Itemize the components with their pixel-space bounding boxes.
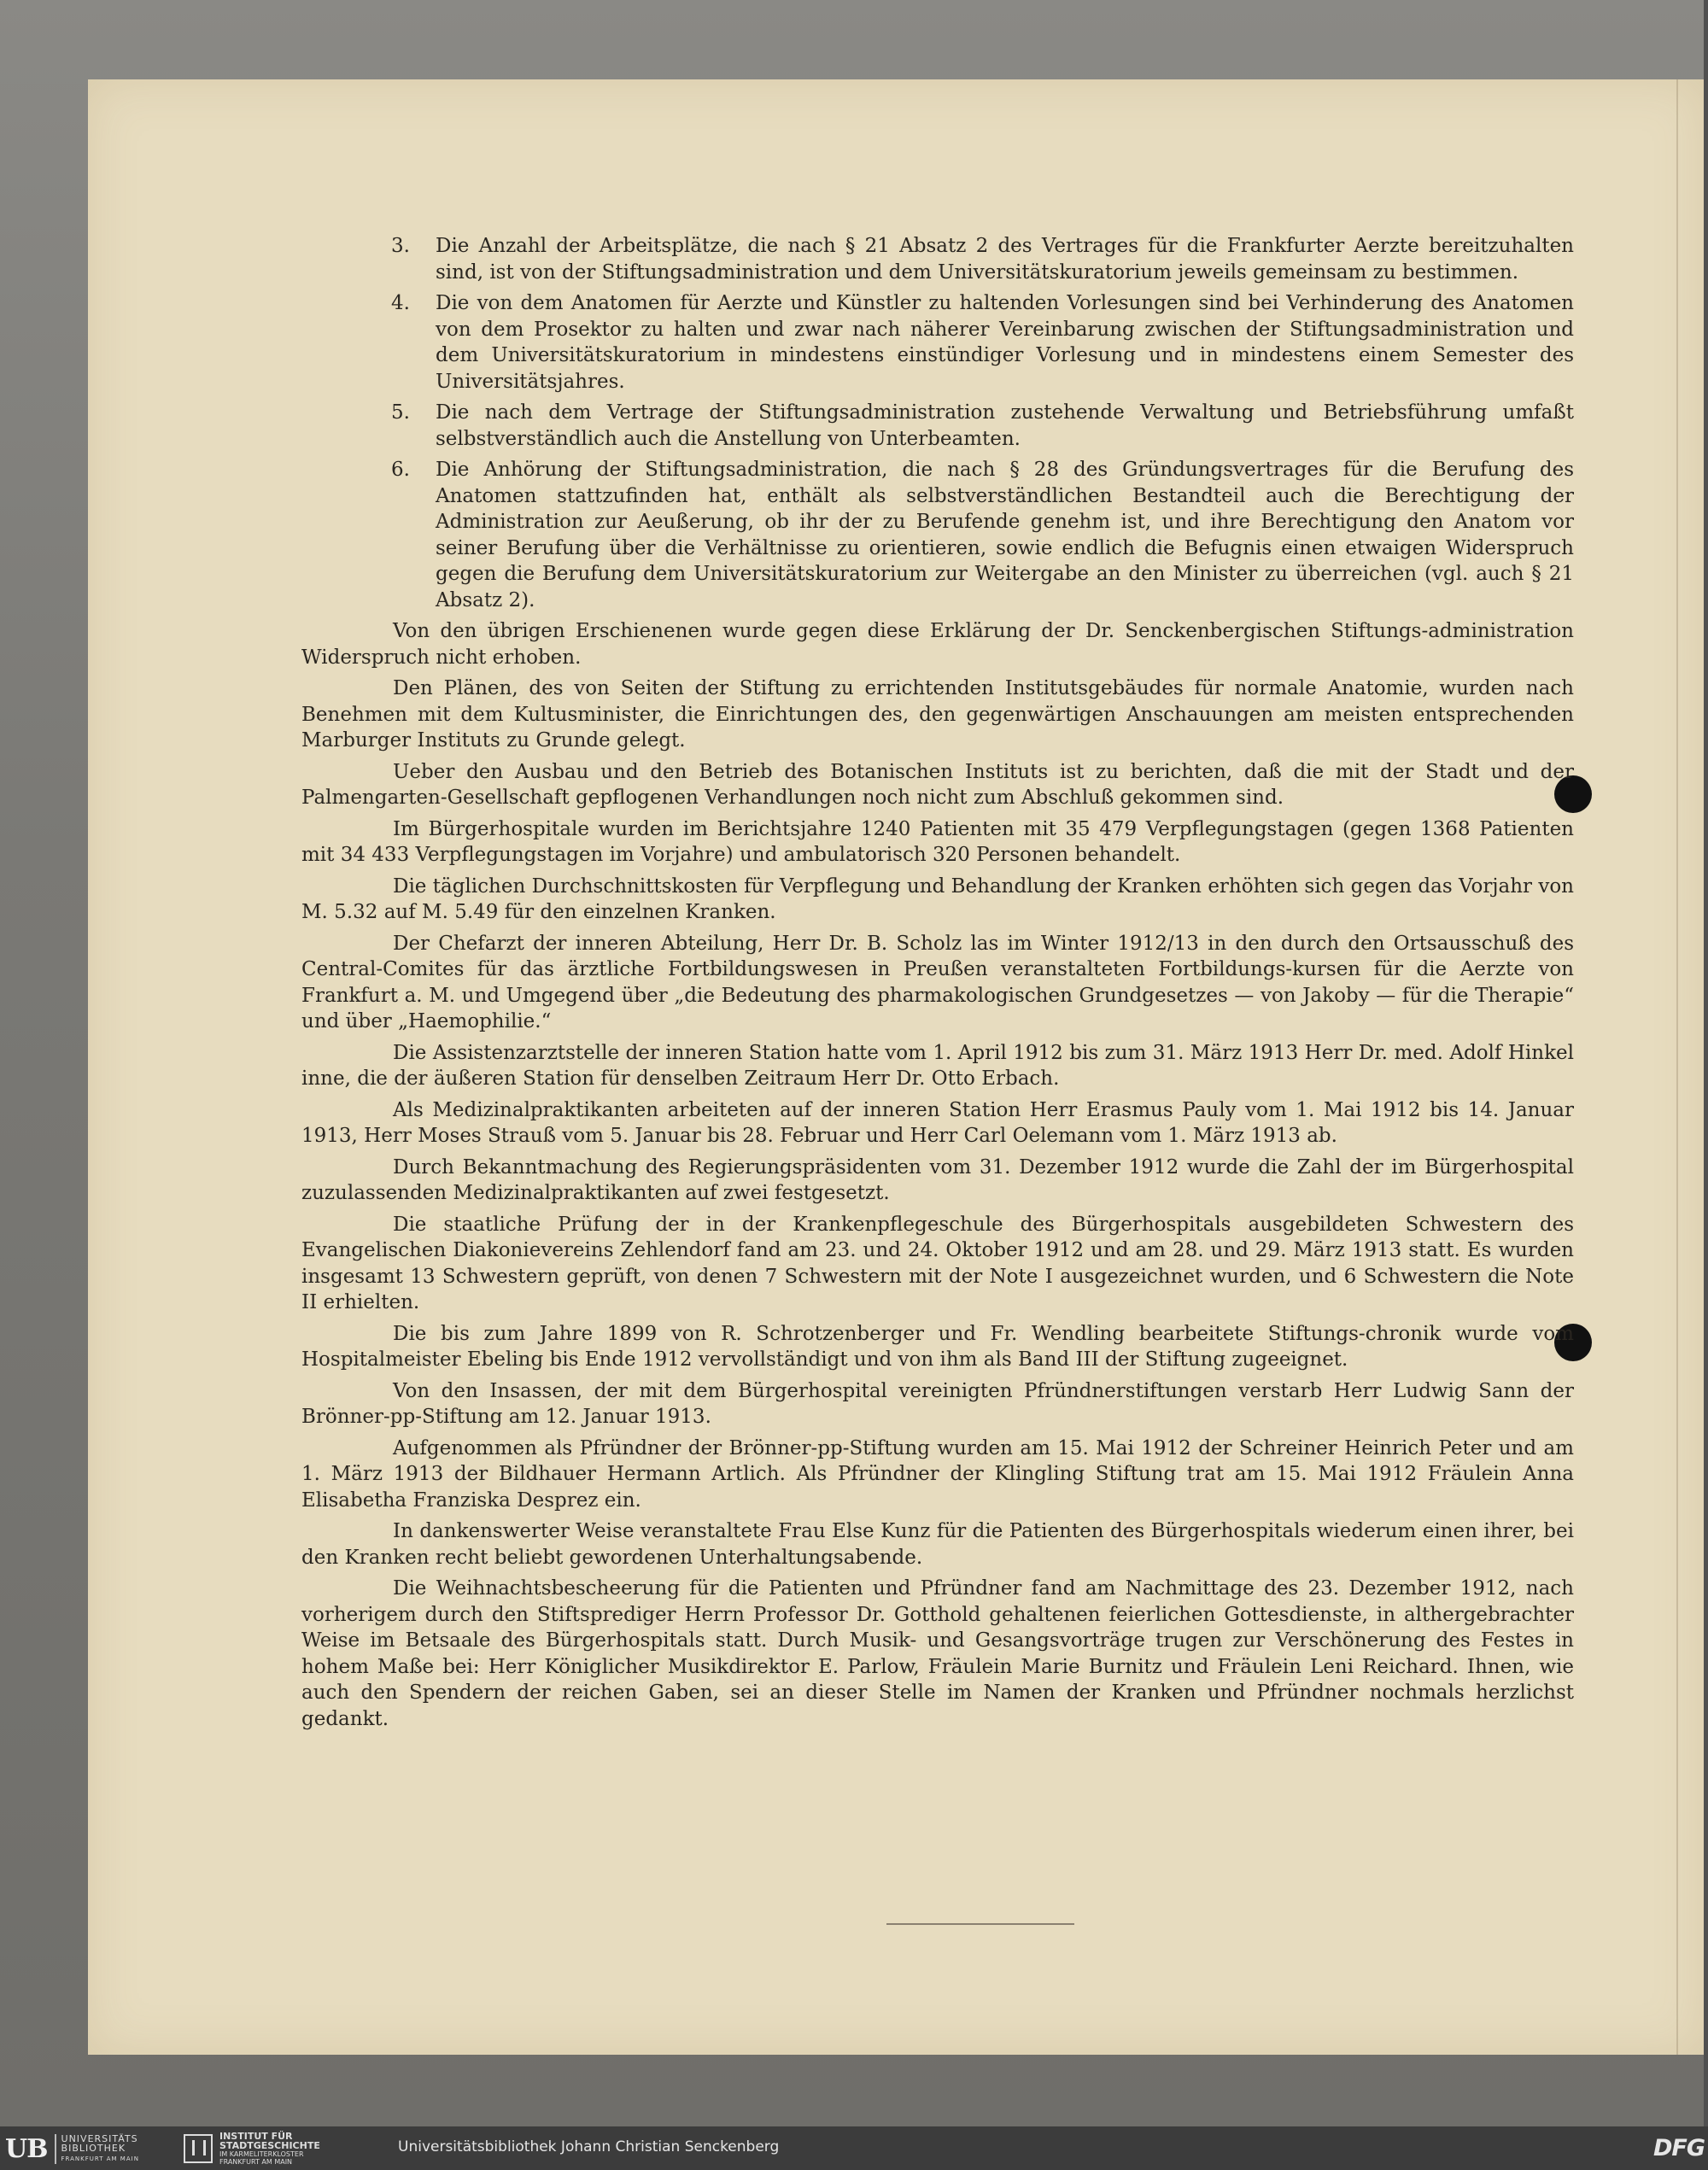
ub-logo-line: BIBLIOTHEK bbox=[61, 2142, 126, 2154]
paragraph: Die täglichen Durchschnittskosten für Verpflegung und Behandlung der Kranken erhöhten sich gegen das Vorjahr von M. 5.32 auf M. 5.49 für den einzelnen Kranken. bbox=[301, 874, 1574, 923]
list-item-text: Die Anhörung der Stiftungsadministration, die nach § 28 des Gründungsvertrages für die Berufung des Anatomen stattzufinden hat, enthält als selbstverständlichen Bestandteil auch die Berechtigung der Administration zur Aeußerung, ob ihr der zu Berufende genehm ist, und ihre Berechtigung den Anatom vor seiner Berufung über die Verhältnisse zu orientieren, sowie endlich die Befugnis einen etwaigen Widerspruch gegen die Berufung dem Universitätskuratorium zur Weitergabe an den Minister zu überreichen (vgl. auch § 21 Absatz 2). bbox=[436, 459, 1574, 611]
institute-logo-icon bbox=[184, 2134, 213, 2163]
scan-edge bbox=[1704, 0, 1708, 2126]
institute-logo-subtext bbox=[219, 2150, 320, 2166]
institute-logo-subline: FRANKFURT AM MAIN bbox=[219, 2158, 293, 2166]
institute-logo[interactable] bbox=[184, 2133, 320, 2164]
list-item bbox=[301, 290, 1574, 395]
ub-logo-text bbox=[55, 2134, 139, 2164]
institute-logo-subline: IM KARMELITERKLOSTER bbox=[219, 2150, 304, 2158]
paragraph: Von den übrigen Erschienenen wurde gegen diese Erklärung der Dr. Senckenbergischen Stiftungs-administration Widerspruch nicht erhoben. bbox=[301, 620, 1574, 669]
list-item-text: Die Anzahl der Arbeitsplätze, die nach § 21 Absatz 2 des Vertrages für die Frankfurter Aerzte bereitzuhalten sind, ist von der Stiftungsadministration und dem Universitätskuratorium jeweils gemeinsam zu bestimmen. bbox=[436, 235, 1574, 284]
paragraph: Die Weihnachtsbescheerung für die Patienten und Pfründner fand am Nachmittage des 23. Dezember 1912, nach vorherigem durch den Stiftsprediger Herrn Professor Dr. Gotthold gehaltenen feierlichen Gottesdienste, in althergebrachter Weise im Betsaale des Bürgerhospitals statt. Durch Musik- und Gesangsvorträge trugen zur Verschönerung des Festes in hohem Maße bei: Herr Königlicher Musikdirektor E. Parlow, Fräulein Marie Burnitz und Fräulein Leni Reichard. Ihnen, wie auch den Spendern der reichen Gaben, sei an dieser Stelle im Namen der Kranken und Pfründner nochmals herzlichst gedankt. bbox=[301, 1577, 1574, 1730]
paragraph: Den Plänen, des von Seiten der Stiftung zu errichtenden Institutsgebäudes für normale Anatomie, wurden nach Benehmen mit dem Kultusminister, die Einrichtungen des, den gegenwärtigen Anschauungen am meisten entsprechenden Marburger Instituts zu Grunde gelegt. bbox=[301, 677, 1574, 752]
paragraph: Ueber den Ausbau und den Betrieb des Botanischen Instituts ist zu berichten, daß die mit der Stadt und der Palmengarten-Gesellschaft gepflogenen Verhandlungen noch nicht zum Abschluß gekommen sind. bbox=[301, 760, 1574, 809]
paragraph: Die bis zum Jahre 1899 von R. Schrotzenberger und Fr. Wendling bearbeitete Stiftungs-chronik wurde vom Hospitalmeister Ebeling bis Ende 1912 vervollständigt und von ihm als Band III der Stiftung zugeeignet. bbox=[301, 1322, 1574, 1371]
paragraph: Die staatliche Prüfung der in der Krankenpflegeschule des Bürgerhospitals ausgebildeten Schwestern des Evangelischen Diakonievereins Zehlendorf fand am 23. und 24. Oktober 1912 und am 28. und 29. März 1913 statt. Es wurden insgesamt 13 Schwestern geprüft, von denen 7 Schwestern mit der Note I ausgezeichnet wurden, und 6 Schwestern die Note II erhielten. bbox=[301, 1213, 1574, 1313]
paragraph: In dankenswerter Weise veranstaltete Frau Else Kunz für die Patienten des Bürgerhospitals wiederum einen ihrer, bei den Kranken recht beliebt gewordenen Unterhaltungsabende. bbox=[301, 1520, 1574, 1569]
list-item-number: 6. bbox=[391, 459, 410, 481]
list-item-text: Die nach dem Vertrage der Stiftungsadministration zustehende Verwaltung und Betriebsführung umfaßt selbstverständlich auch die Anstellung von Unterbeamten. bbox=[436, 401, 1574, 450]
paragraph: Der Chefarzt der inneren Abteilung, Herr Dr. B. Scholz las im Winter 1912/13 in den durch den Ortsausschuß des Central-Comites für das ärztliche Fortbildungswesen in Preußen veranstalteten Fortbildungs-kursen für die Aerzte von Frankfurt a. M. und Umgegend über „die Bedeutung des pharmakologischen Grundgesetzes — von Jakoby — für die Therapie“ und über „Haemophilie.“ bbox=[301, 932, 1574, 1032]
paragraph: Aufgenommen als Pfründner der Brönner-pp-Stiftung wurden am 15. Mai 1912 der Schreiner Heinrich Peter und am 1. März 1913 der Bildhauer Hermann Artlich. Als Pfründner der Klingling Stiftung trat am 15. Mai 1912 Fräulein Anna Elisabetha Franziska Desprez ein. bbox=[301, 1436, 1574, 1512]
ub-logo-mark: UB bbox=[5, 2133, 48, 2164]
end-rule bbox=[886, 1923, 1074, 1925]
list-item-number: 5. bbox=[391, 401, 410, 424]
dfg-logo[interactable]: DFG bbox=[1653, 2135, 1705, 2161]
viewer-footer bbox=[0, 2126, 1708, 2170]
list-item-number: 3. bbox=[391, 235, 410, 257]
list-item bbox=[301, 457, 1574, 613]
ub-logo-line: UNIVERSITÄTS bbox=[61, 2132, 138, 2144]
document-text bbox=[301, 233, 1574, 1737]
page-fold bbox=[1676, 79, 1678, 2055]
paragraph: Als Medizinalpraktikanten arbeiteten auf der inneren Station Herr Erasmus Pauly vom 1. Mai 1912 bis 14. Januar 1913, Herr Moses Strauß vom 5. Januar bis 28. Februar und Herr Carl Oelemann vom 1. März 1913 ab. bbox=[301, 1098, 1574, 1147]
list-item-text: Die von dem Anatomen für Aerzte und Künstler zu haltenden Vorlesungen sind bei Verhinderung des Anatomen von dem Prosektor zu halten und zwar nach näherer Vereinbarung zwischen der Stiftungsadministration und dem Universitätskuratorium in mindestens einstündiger Vorlesung und in mindestens einem Semester des Universitätsjahres. bbox=[436, 292, 1574, 393]
list-item-number: 4. bbox=[391, 292, 410, 314]
list-item bbox=[301, 400, 1574, 452]
institute-logo-text bbox=[219, 2132, 320, 2166]
paragraph: Von den Insassen, der mit dem Bürgerhospital vereinigten Pfründnerstiftungen verstarb Herr Ludwig Sann der Brönner-pp-Stiftung am 12. Januar 1913. bbox=[301, 1379, 1574, 1428]
institute-logo-line: INSTITUT FÜR bbox=[219, 2131, 293, 2142]
paragraph: Im Bürgerhospitale wurden im Berichtsjahre 1240 Patienten mit 35 479 Verpflegungstagen (gegen 1368 Patienten mit 34 433 Verpflegungstagen im Vorjahre) und ambulatorisch 320 Personen behandelt. bbox=[301, 817, 1574, 866]
footer-caption: Universitätsbibliothek Johann Christian Senckenberg bbox=[398, 2138, 780, 2155]
paragraph: Durch Bekanntmachung des Regierungspräsidenten vom 31. Dezember 1912 wurde die Zahl der im Bürgerhospital zuzulassenden Medizinalpraktikanten auf zwei festgesetzt. bbox=[301, 1155, 1574, 1204]
ub-logo-line: FRANKFURT AM MAIN bbox=[61, 2155, 139, 2162]
ub-logo[interactable] bbox=[5, 2133, 139, 2164]
paragraph: Die Assistenzarztstelle der inneren Station hatte vom 1. April 1912 bis zum 31. März 1913 Herr Dr. med. Adolf Hinkel inne, die der äußeren Station für denselben Zeitraum Herr Dr. Otto Erbach. bbox=[301, 1041, 1574, 1090]
document-page bbox=[88, 79, 1704, 2055]
institute-logo-line: STADTGESCHICHTE bbox=[219, 2140, 320, 2151]
list-item bbox=[301, 233, 1574, 285]
